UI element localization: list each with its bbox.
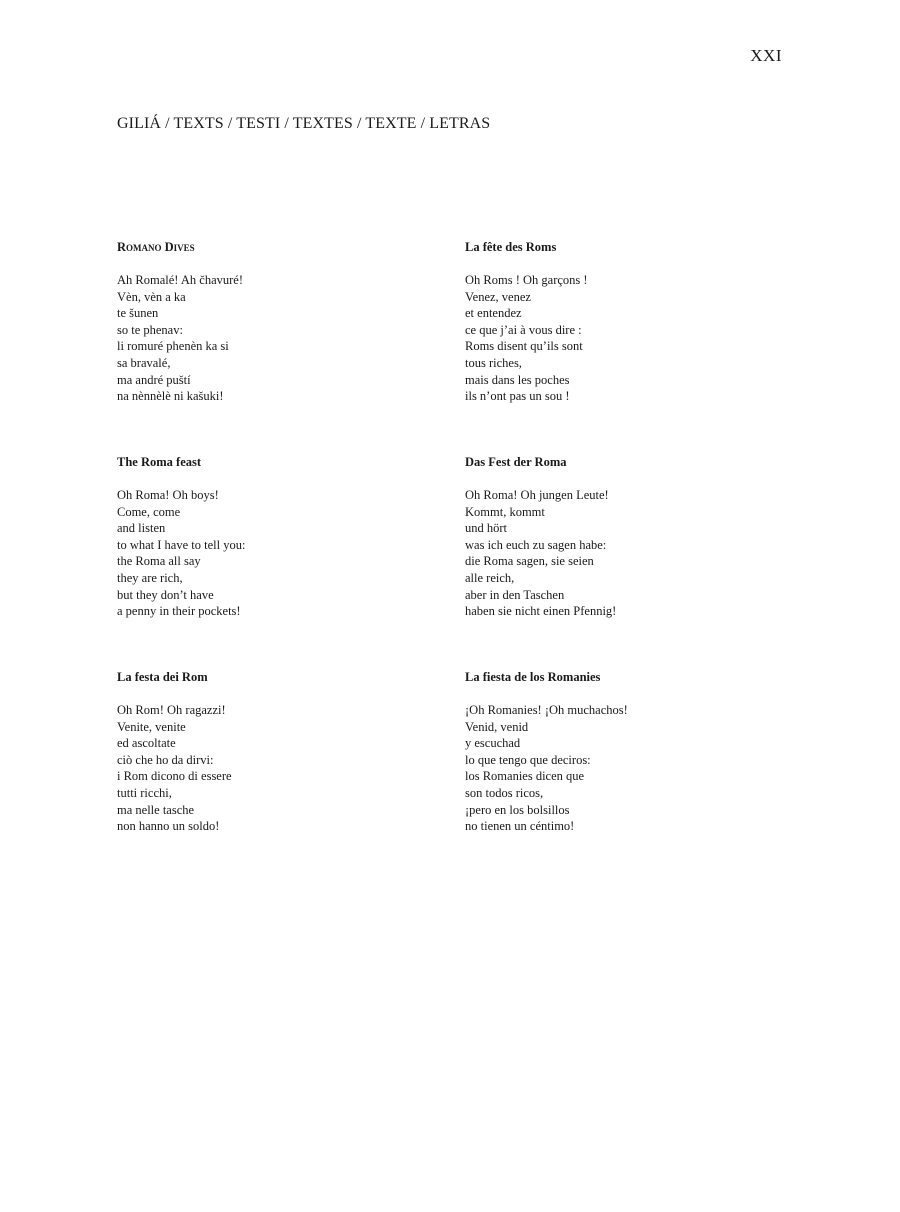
poem-title: Romano Dives xyxy=(117,240,195,254)
poem-line: ma andré puští xyxy=(117,372,191,387)
poem-line: the Roma all say xyxy=(117,554,201,569)
poem-line: to what I have to tell you: xyxy=(117,537,246,552)
poem-line: Oh Roma! Oh jungen Leute! xyxy=(465,488,609,502)
poem-line: a penny in their pockets! xyxy=(117,604,241,619)
poem-line: Oh Roma! Oh boys! xyxy=(117,488,219,502)
poem-line: ¡Oh Romanies! ¡Oh muchachos! xyxy=(465,703,628,717)
poem-english xyxy=(117,454,437,620)
poem-title: Das Fest der Roma xyxy=(465,455,567,469)
poem-title: La fête des Roms xyxy=(465,240,557,254)
poem-line: ma nelle tasche xyxy=(117,802,195,817)
poem-line: non hanno un soldo! xyxy=(117,819,220,834)
poem-line: and listen xyxy=(117,521,166,536)
page-number: XXI xyxy=(750,46,782,65)
poem-title: The Roma feast xyxy=(117,455,202,469)
poem-romani xyxy=(117,239,437,405)
poem-line: sa bravalé, xyxy=(117,355,171,370)
poem-line: li romuré phenèn ka si xyxy=(117,339,229,354)
poem-line: lo que tengo que deciros: xyxy=(465,752,591,767)
poem-line: ed ascoltate xyxy=(117,736,176,751)
poem-line: Oh Roms ! Oh garçons ! xyxy=(465,273,588,287)
poem-line: tutti ricchi, xyxy=(117,785,172,800)
poem-line: was ich euch zu sagen habe: xyxy=(465,537,607,552)
poem-line: Venid, venid xyxy=(465,719,529,734)
poem-line: Kommt, kommt xyxy=(465,504,545,519)
poem-line: na nènnèlè ni kašuki! xyxy=(117,389,224,404)
poem-line: tous riches, xyxy=(465,355,522,370)
poem-line: ¡pero en los bolsillos xyxy=(465,802,570,817)
poem-line: no tienen un céntimo! xyxy=(465,819,575,834)
poem-german xyxy=(465,454,785,620)
poem-line: Oh Rom! Oh ragazzi! xyxy=(117,703,226,717)
poem-line: but they don’t have xyxy=(117,587,214,602)
poem-line: mais dans les poches xyxy=(465,372,570,387)
poem-line: et entendez xyxy=(465,306,522,321)
poem-french xyxy=(465,239,785,405)
poem-line: they are rich, xyxy=(117,570,183,585)
poem-line: Come, come xyxy=(117,504,181,519)
poem-line: y escuchad xyxy=(465,736,521,751)
poem-line: haben sie nicht einen Pfennig! xyxy=(465,604,617,619)
poem-title: La fiesta de los Romanies xyxy=(465,670,601,684)
poem-line: Roms disent qu’ils sont xyxy=(465,339,583,354)
poem-line: aber in den Taschen xyxy=(465,587,565,602)
poem-line: alle reich, xyxy=(465,570,515,585)
poem-line: i Rom dicono di essere xyxy=(117,769,232,784)
poem-line: so te phenav: xyxy=(117,322,183,337)
poem-line: los Romanies dicen que xyxy=(465,769,585,784)
poem-line: Venite, venite xyxy=(117,719,186,734)
poem-italian xyxy=(117,669,437,835)
poem-line: son todos ricos, xyxy=(465,785,544,800)
poem-line: ils n’ont pas un sou ! xyxy=(465,389,570,404)
poem-line: und hört xyxy=(465,521,508,536)
poem-line: ciò che ho da dirvi: xyxy=(117,752,214,767)
page-heading: GILIÁ / TEXTS / TESTI / TEXTES / TEXTE / LETRAS xyxy=(117,115,491,132)
poem-line: ce que j’ai à vous dire : xyxy=(465,322,582,337)
poem-line: Venez, venez xyxy=(465,289,531,304)
poem-line: Vèn, vèn a ka xyxy=(117,289,186,304)
poem-line: te šunen xyxy=(117,306,159,321)
poem-title: La festa dei Rom xyxy=(117,670,208,684)
poem-spanish xyxy=(465,669,785,835)
poem-line: Ah Romalé! Ah čhavuré! xyxy=(117,273,244,287)
poem-line: die Roma sagen, sie seien xyxy=(465,554,594,569)
